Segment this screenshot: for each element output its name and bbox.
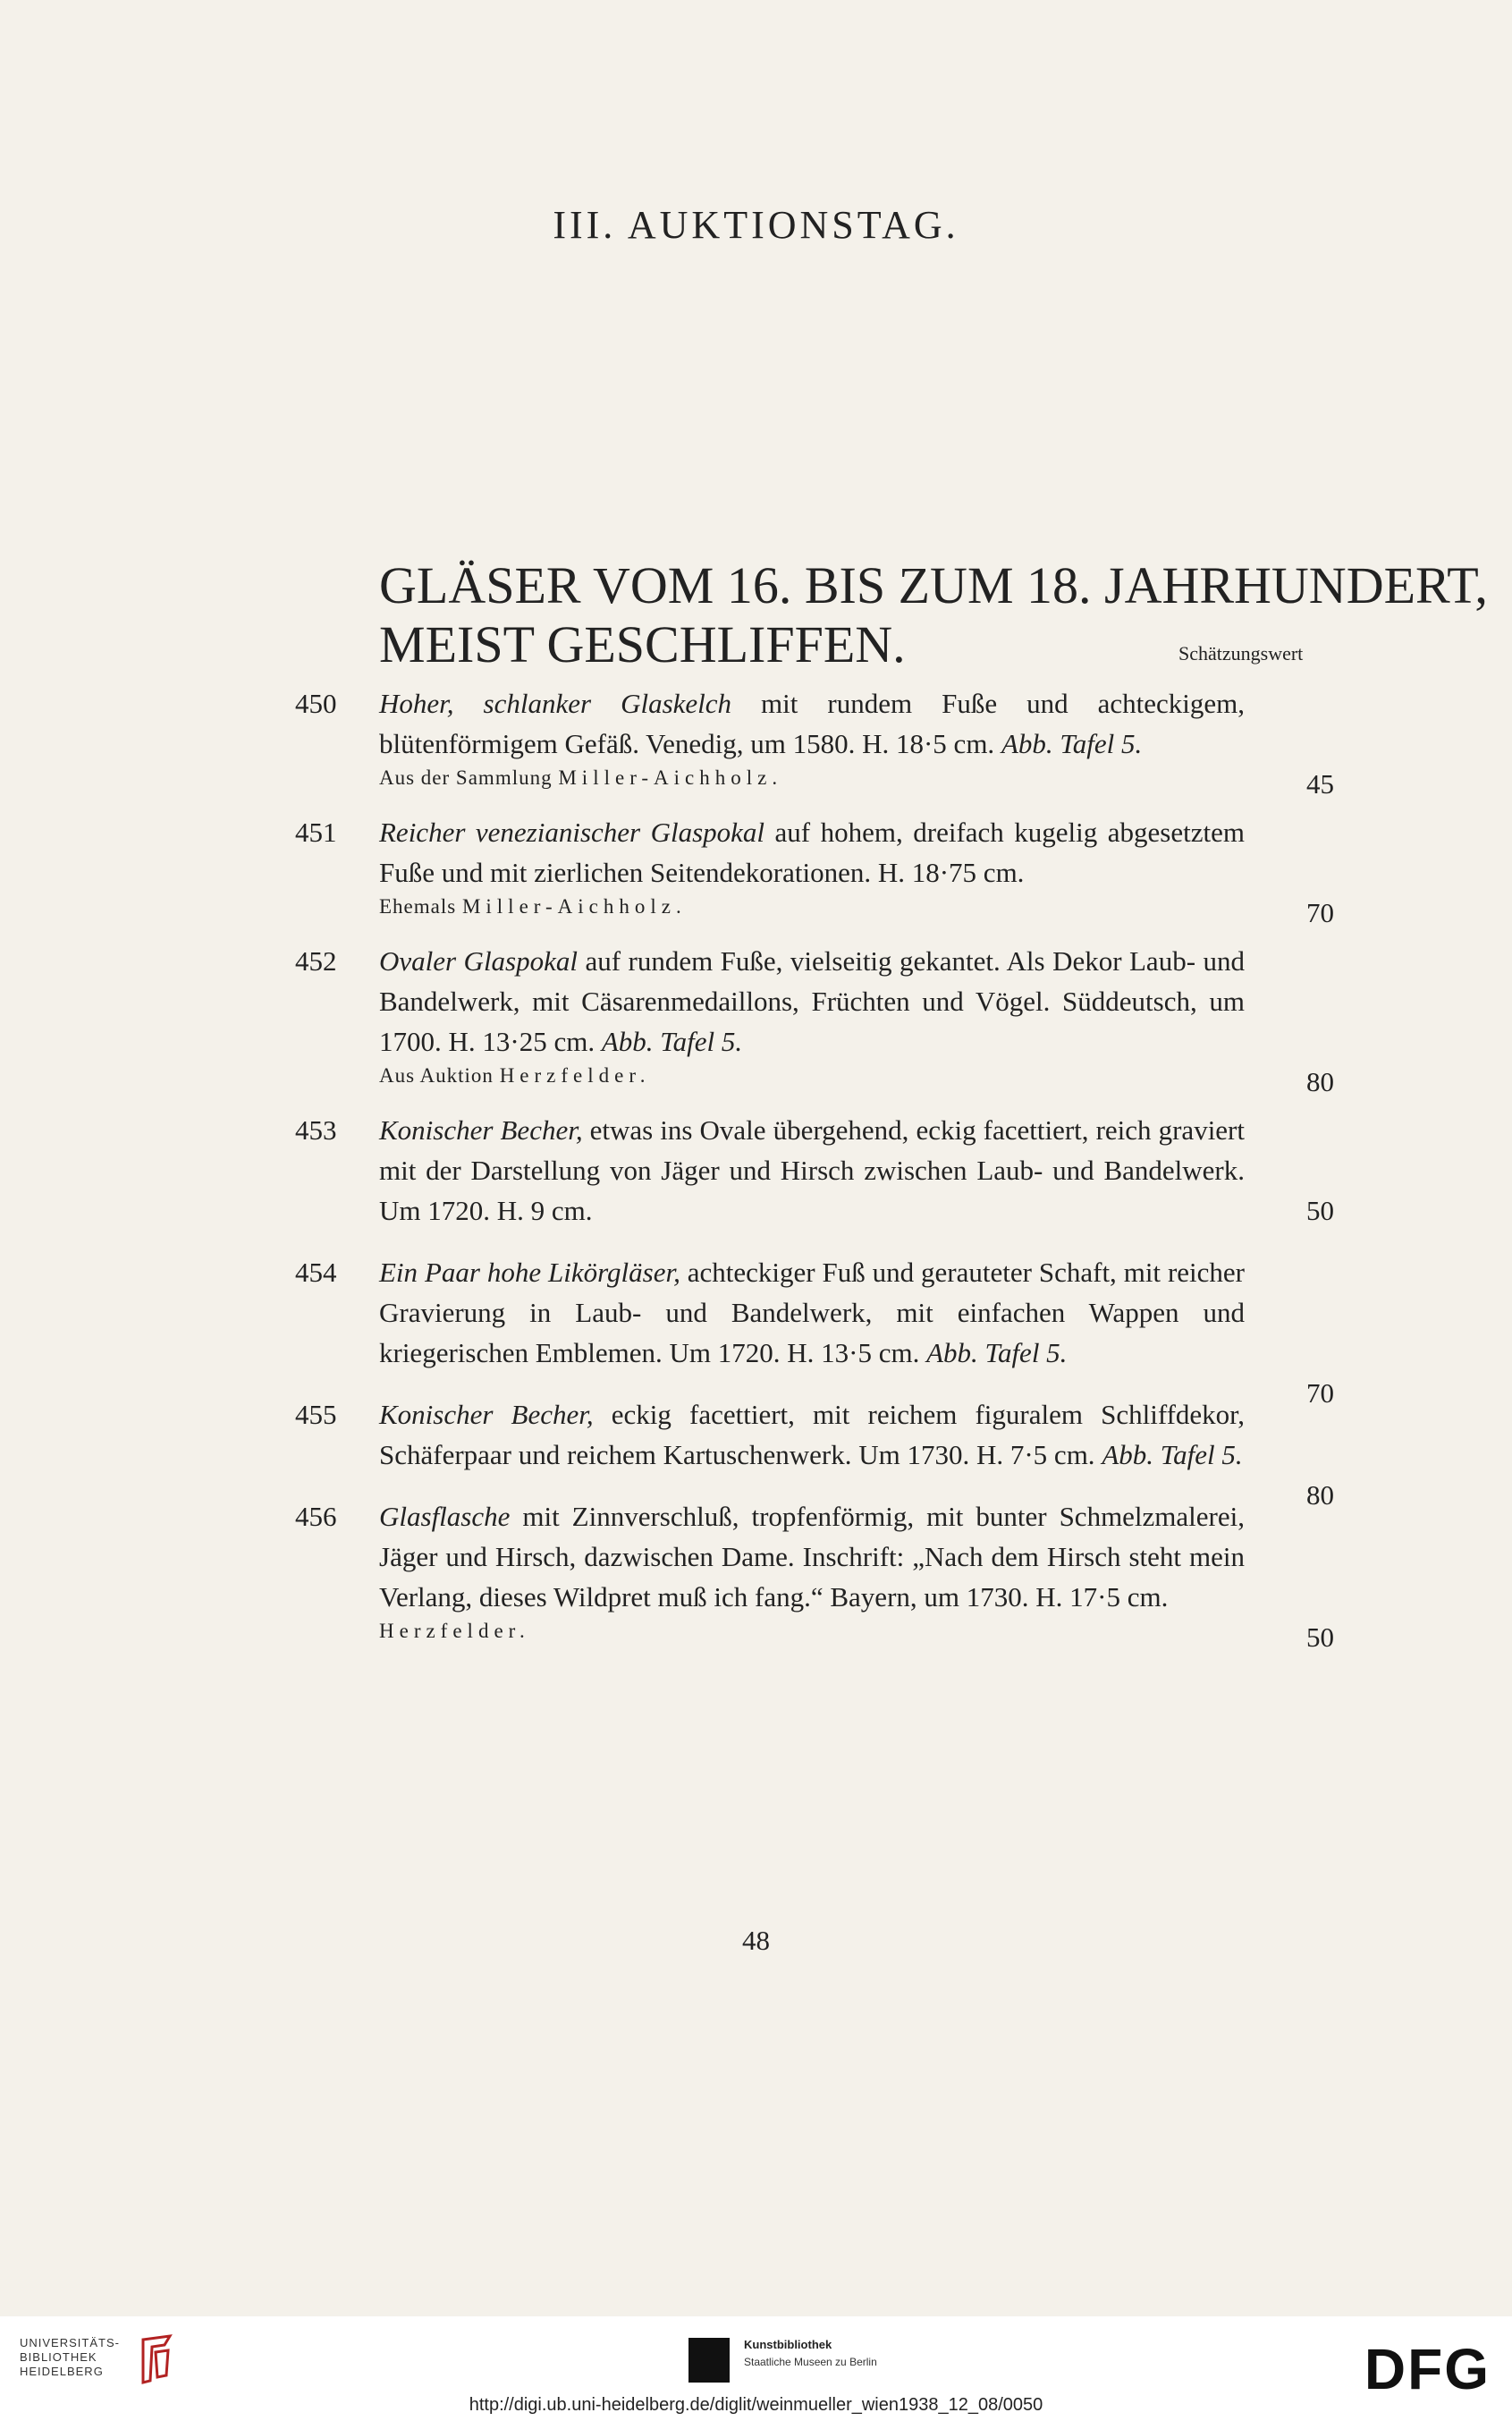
lot-plate-ref: Abb. Tafel 5. xyxy=(926,1337,1068,1368)
digitization-footer xyxy=(0,2316,1512,2421)
kunstbibliothek-logo: Kunstbibliothek Staatliche Museen zu Berlin xyxy=(688,2334,957,2388)
lot-number: 456 xyxy=(295,1501,337,1532)
lot-description xyxy=(379,1110,1245,1231)
lot-number: 455 xyxy=(295,1399,337,1430)
ub-heidelberg-mark-icon xyxy=(134,2332,177,2386)
section-title-line-2: MEIST GESCHLIFFEN. xyxy=(379,615,906,673)
lot-estimate: 80 xyxy=(1306,1479,1334,1511)
lot-description xyxy=(379,683,1245,764)
lot-provenance: Herzfelder. xyxy=(379,1620,530,1642)
lot-estimate: 80 xyxy=(1306,1066,1334,1097)
lot-title: Glasflasche xyxy=(379,1501,511,1532)
lot-description xyxy=(379,941,1245,1062)
lot-provenance: Aus Auktion Herzfelder. xyxy=(379,1064,651,1087)
lot-title: Konischer Becher, xyxy=(379,1114,583,1146)
catalog-entry xyxy=(295,1394,1334,1511)
lot-text: etwas ins Ovale übergehend, eckig facettiert, reich graviert mit der Darstellung von Jäger und Hirsch zwischen Laub- und Bandelwerk. Um 1720. H. 9 cm. xyxy=(379,1114,1245,1226)
lot-number: 450 xyxy=(295,688,337,719)
lot-provenance: Aus der Sammlung Miller-Aichholz. xyxy=(379,766,783,789)
ub-heidelberg-logo: UNIVERSITÄTS- BIBLIOTHEK HEIDELBERG xyxy=(20,2336,120,2378)
lot-description xyxy=(379,1394,1245,1475)
lot-description xyxy=(379,1496,1245,1617)
catalog-entry xyxy=(295,683,1334,800)
lot-text: mit rundem Fuße und achteckigem, blütenförmigem Gefäß. Venedig, um 1580. H. 18·5 cm. xyxy=(379,688,1246,759)
lot-text: auf hohem, dreifach kugelig abgesetztem Fuße und mit zierlichen Seitendekorationen. H. 18·75 cm. xyxy=(379,817,1245,888)
lot-title: Ovaler Glaspokal xyxy=(379,945,578,977)
lot-number: 452 xyxy=(295,945,337,977)
catalog-entries xyxy=(295,683,1334,1665)
lot-estimate: 50 xyxy=(1306,1621,1334,1653)
source-url[interactable]: http://digi.ub.uni-heidelberg.de/diglit/weinmueller_wien1938_12_08/0050 xyxy=(469,2395,1043,2415)
dfg-logo: DFG xyxy=(1364,2337,1491,2401)
catalog-entry xyxy=(295,1110,1334,1231)
auction-day-heading: III. AUKTIONSTAG. xyxy=(553,203,959,247)
lot-text: achteckiger Fuß und gerauteter Schaft, mit reicher Gravierung in Laub- und Bandelwerk, mit einfachen Wappen und kriegerischen Emblemen. Um 1720. H. 13·5 cm. xyxy=(379,1257,1245,1368)
lot-plate-ref: Abb. Tafel 5. xyxy=(1102,1439,1243,1470)
lot-number: 453 xyxy=(295,1114,337,1146)
kunstbibliothek-icon xyxy=(688,2338,730,2383)
catalog-entry xyxy=(295,1252,1334,1409)
page-number: 48 xyxy=(742,1925,770,1956)
lot-title: Hoher, schlanker Glaskelch xyxy=(379,688,732,719)
lot-estimate: 45 xyxy=(1306,768,1334,800)
lot-number: 454 xyxy=(295,1257,337,1288)
lot-description xyxy=(379,812,1245,893)
lot-number: 451 xyxy=(295,817,337,848)
lot-title: Konischer Becher, xyxy=(379,1399,594,1430)
lot-plate-ref: Abb. Tafel 5. xyxy=(1001,728,1143,759)
catalog-entry xyxy=(295,1496,1334,1653)
lot-provenance: Ehemals Miller-Aichholz. xyxy=(379,895,687,918)
lot-title: Reicher venezianischer Glaspokal xyxy=(379,817,765,848)
lot-text: eckig facettiert, mit reichem figuralem Schliffdekor, Schäferpaar und reichem Kartuschenwerk. Um 1730. H. 7·5 cm. xyxy=(379,1399,1245,1470)
lot-text: auf rundem Fuße, vielseitig gekantet. Als Dekor Laub- und Bandelwerk, mit Cäsarenmedaillons, Früchten und Vögel. Süddeutsch, um 1700. H. 13·25 cm. xyxy=(379,945,1245,1057)
section-title-line-1: GLÄSER VOM 16. BIS ZUM 18. JAHRHUNDERT, xyxy=(379,556,1488,614)
estimate-column-label: Schätzungswert xyxy=(1178,642,1304,665)
lot-estimate: 70 xyxy=(1306,1377,1334,1409)
lot-text: mit Zinnverschluß, tropfenförmig, mit bunter Schmelzmalerei, Jäger und Hirsch, dazwischen Dame. Inschrift: „Nach dem Hirsch steht mein Verlang, dieses Wildpret muß ich fang.“ Bayern, um 1730. H. 17·5 cm. xyxy=(379,1501,1245,1613)
lot-plate-ref: Abb. Tafel 5. xyxy=(601,1026,743,1057)
lot-description xyxy=(379,1252,1245,1373)
catalog-entry xyxy=(295,941,1334,1097)
lot-estimate: 50 xyxy=(1306,1195,1334,1226)
lot-title: Ein Paar hohe Likörgläser, xyxy=(379,1257,680,1288)
lot-estimate: 70 xyxy=(1306,897,1334,928)
catalog-entry xyxy=(295,812,1334,928)
